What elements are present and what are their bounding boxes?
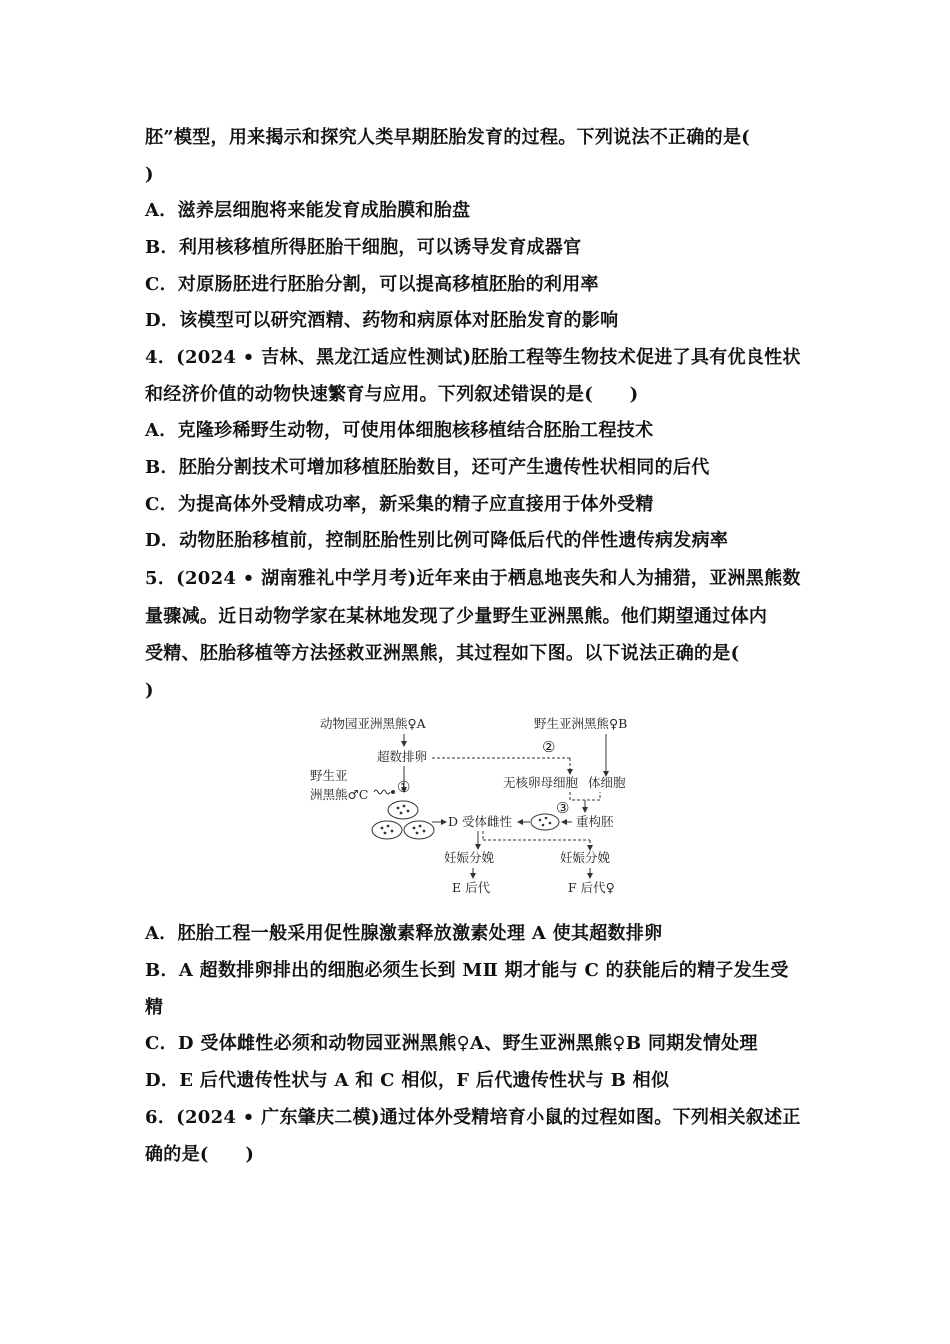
q3-option-c: C．对原肠胚进行胚胎分割，可以提高移植胚胎的利用率 [145,274,599,295]
q6-stem-line1: 6．(2024 • 广东肇庆二模)通过体外受精培育小鼠的过程如图。下列相关叙述正 [145,1107,801,1128]
recipient-d-label: D 受体雌性 [448,814,512,829]
step-2-marker: ② [542,738,556,756]
wild-bear-b-label: 野生亚洲黑熊♀B [534,716,628,731]
zoo-bear-a-label: 动物园亚洲黑熊♀A [320,716,426,731]
step-3-marker: ③ [556,799,570,817]
q4-option-c: C．为提高体外受精成功率，新采集的精子应直接用于体外受精 [145,494,654,515]
dashed-fusion-bracket [570,792,600,800]
sperm-head-icon [391,790,395,794]
wild-bear-c-label-line2: 洲黑熊♂C [310,787,369,802]
q5-option-d: D．E 后代遗传性状与 A 和 C 相似，F 后代遗传性状与 B 相似 [145,1070,670,1091]
embryo-cluster-icon [372,801,434,839]
q3-stem-line: 胚”模型，用来揭示和探究人类早期胚胎发育的过程。下列说法不正确的是( [145,127,751,148]
bear-breeding-diagram [300,712,660,897]
somatic-cell-label: 体细胞 [588,775,626,790]
q5-option-b: B．A 超数排卵排出的细胞必须生长到 MⅡ 期才能与 C 的获能后的精子发生受 [145,960,789,981]
enucleated-oocyte-label: 无核卵母细胞 [503,775,579,790]
q5-stem-paren: ) [145,680,154,701]
q3-option-d: D．该模型可以研究酒精、药物和病原体对胚胎发育的影响 [145,310,619,331]
pregnancy-right-label: 妊娠分娩 [560,850,611,865]
q4-stem-line1: 4．(2024 • 吉林、黑龙江适应性测试)胚胎工程等生物技术促进了具有优良性状 [145,347,801,368]
q5-stem-line2: 量骤减。近日动物学家在某林地发现了少量野生亚洲黑熊。他们期望通过体内 [145,606,768,627]
q3-option-a: A．滋养层细胞将来能发育成胎膜和胎盘 [145,200,471,221]
q4-option-b: B．胚胎分割技术可增加移植胚胎数目，还可产生遗传性状相同的后代 [145,457,710,478]
superovulation-label: 超数排卵 [377,749,428,764]
q5-option-b-cont: 精 [145,997,164,1018]
step-1-marker: ① [397,778,411,796]
q5-stem-line1: 5．(2024 • 湖南雅礼中学月考)近年来由于栖息地丧失和人为捕猎，亚洲黑熊数 [145,568,801,589]
q5-stem-line3: 受精、胚胎移植等方法拯救亚洲黑熊，其过程如下图。以下说法正确的是( [145,643,740,664]
reconstructed-embryo-icon [531,814,559,830]
reconstructed-embryo-label: 重构胚 [576,814,614,829]
q3-option-b: B．利用核移植所得胚胎干细胞，可以诱导发育成器官 [145,237,582,258]
sperm-wave-icon [374,790,390,794]
q4-option-a: A．克隆珍稀野生动物，可使用体细胞核移植结合胚胎工程技术 [145,420,654,441]
q6-stem-line2: 确的是( ) [145,1144,255,1165]
offspring-f-label: F 后代♀ [568,880,615,895]
q5-option-c: C．D 受体雌性必须和动物园亚洲黑熊♀A、野生亚洲黑熊♀B 同期发情处理 [145,1033,758,1054]
pregnancy-left-label: 妊娠分娩 [444,850,495,865]
q3-stem-paren: ) [145,164,154,185]
wild-bear-c-label-line1: 野生亚 [310,768,348,783]
q4-option-d: D．动物胚胎移植前，控制胚胎性别比例可降低后代的伴性遗传病发病率 [145,530,729,551]
q4-stem-line2: 和经济价值的动物快速繁育与应用。下列叙述错误的是( ) [145,384,639,405]
q5-option-a: A．胚胎工程一般采用促性腺激素释放激素处理 A 使其超数排卵 [145,923,663,944]
offspring-e-label: E 后代 [452,880,491,895]
